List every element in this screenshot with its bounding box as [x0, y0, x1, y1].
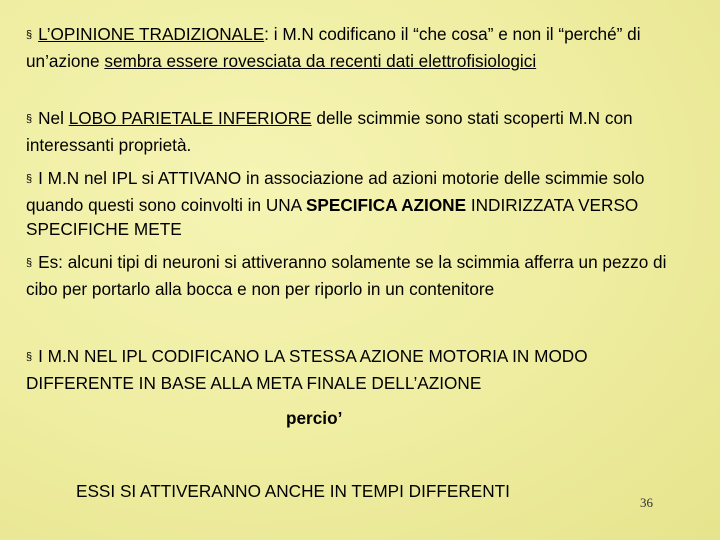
bullet-icon: § [26, 29, 33, 41]
ipl-activation-post: INDIRIZZATA VERSO SPECIFICHE METE [26, 195, 639, 239]
paragraph-example [26, 250, 698, 301]
traditional-view-text: : i M.N codificano il “che cosa” e non il “perché” di un’azione [26, 24, 641, 71]
traditional-view-heading: L’OPINIONE TRADIZIONALE [38, 24, 265, 44]
parietal-lobe-underlined: LOBO PARIETALE INFERIORE [68, 108, 312, 128]
bullet-icon: § [26, 173, 33, 185]
page-number: 36 [640, 495, 653, 510]
paragraph-ipl-coding [26, 344, 698, 395]
parietal-lobe-pre: Nel [38, 108, 69, 128]
paragraph-traditional-view [26, 22, 698, 73]
paragraph-ipl-activation [26, 166, 698, 241]
traditional-view-underlined: sembra essere rovesciata da recenti dati elettrofisiologici [104, 51, 537, 71]
conclusion-text: ESSI SI ATTIVERANNO ANCHE IN TEMPI DIFFERENTI [76, 481, 510, 501]
ipl-activation-pre: I M.N nel IPL si ATTIVANO in associazione ad azioni motorie delle scimmie solo quando questi sono coinvolti in UNA [26, 168, 645, 215]
example-text: Es: alcuni tipi di neuroni si attiveranno solamente se la scimmia afferra un pezzo di cibo per portarlo alla bocca e non per riporlo in un contenitore [26, 252, 667, 299]
bullet-icon: § [26, 257, 33, 269]
bullet-icon: § [26, 351, 33, 363]
therefore-label: percio’ [286, 408, 343, 428]
paragraph-parietal-lobe [26, 106, 698, 157]
parietal-lobe-post: delle scimmie sono stati scoperti M.N con interessanti proprietà. [26, 108, 633, 155]
ipl-activation-bold: SPECIFICA AZIONE [305, 195, 467, 215]
bullet-icon: § [26, 113, 33, 125]
ipl-coding-text: I M.N NEL IPL CODIFICANO LA STESSA AZIONE MOTORIA IN MODO DIFFERENTE IN BASE ALLA META FINALE DELL’AZIONE [26, 346, 588, 393]
